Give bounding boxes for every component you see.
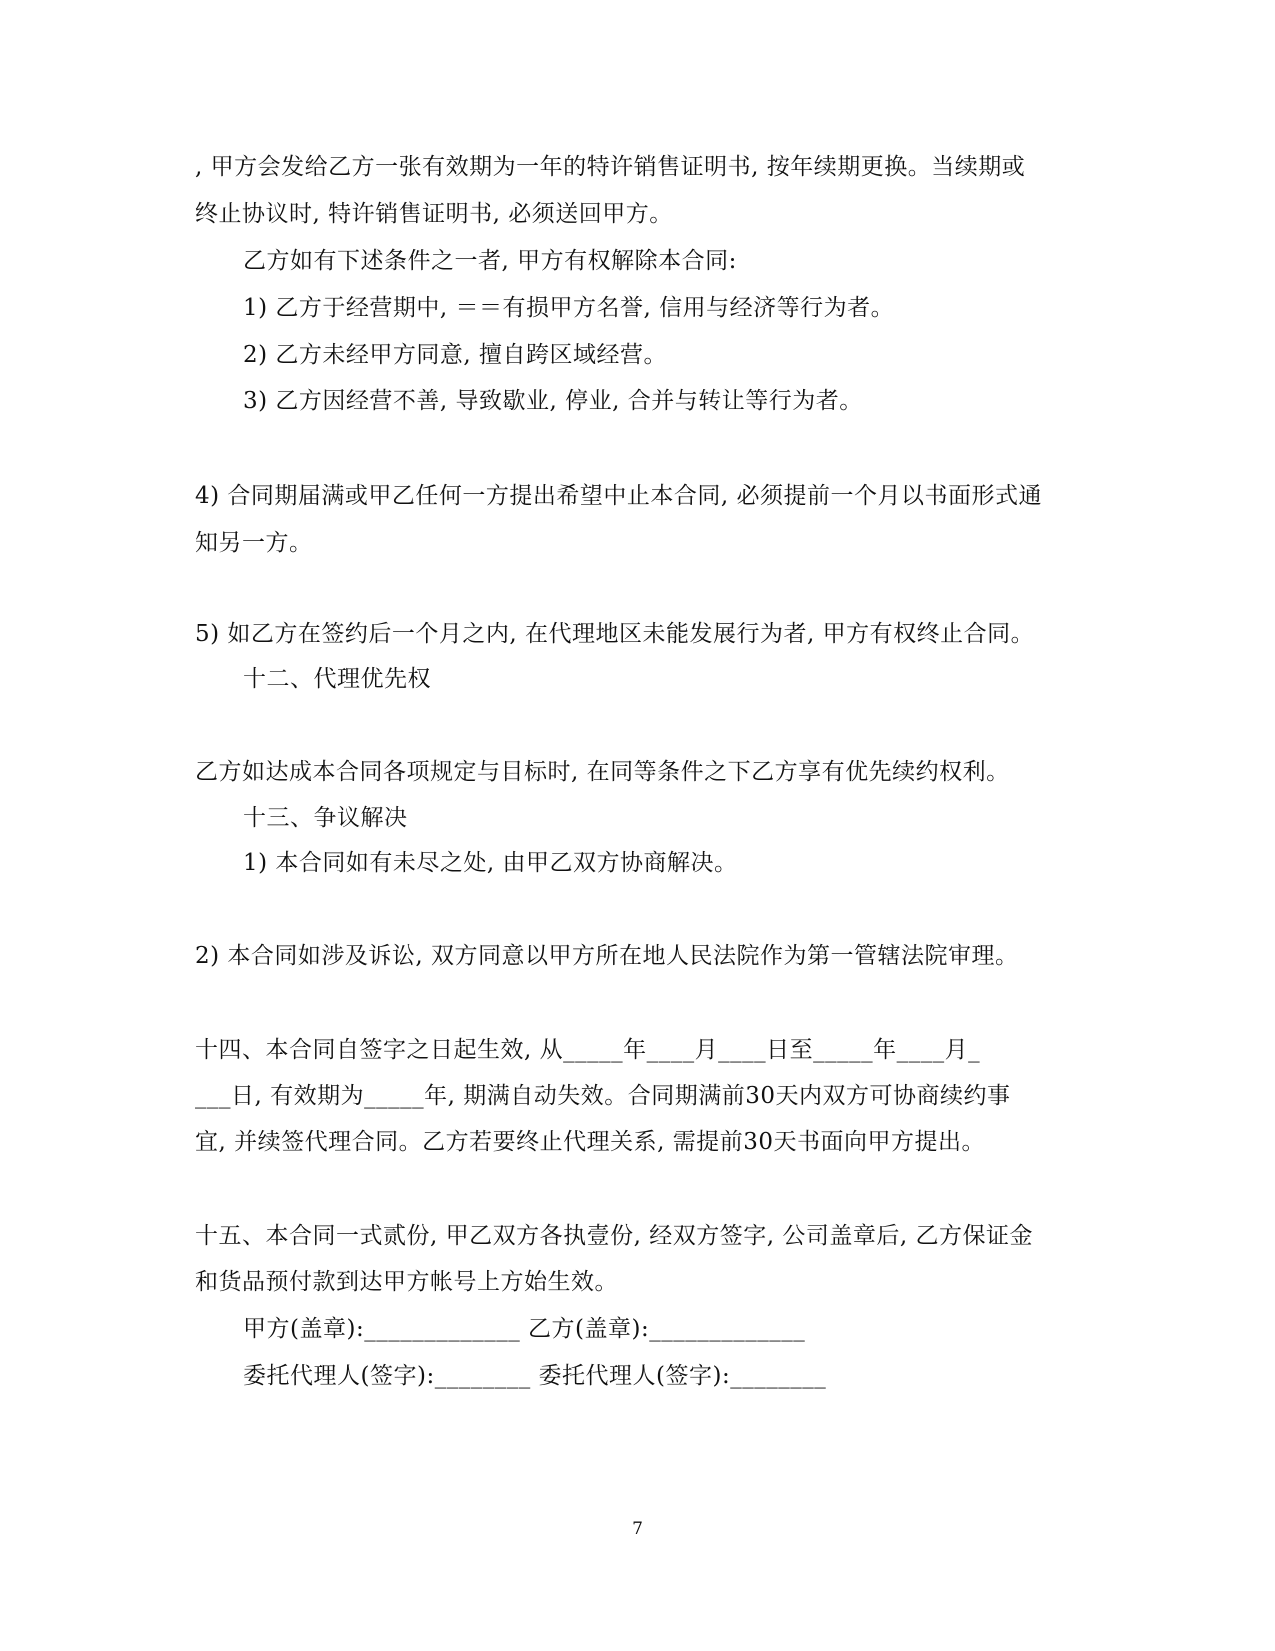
text-line-4: 1) 乙方于经营期中, ＝＝有损甲方名誉, 信用与经济等行为者。	[243, 295, 895, 321]
signature-line-agent: 委托代理人(签字):________ 委托代理人(签字):________	[243, 1363, 827, 1389]
text-line-6: 3) 乙方因经营不善, 导致歇业, 停业, 合并与转让等行为者。	[243, 388, 863, 414]
text-line-14: 2) 本合同如涉及诉讼, 双方同意以甲方所在地人民法院作为第一管辖法院审理。	[195, 943, 1019, 969]
text-line-19: 和货品预付款到达甲方帐号上方始生效。	[195, 1269, 618, 1295]
section-heading-12: 十二、代理优先权	[243, 666, 431, 692]
section-heading-13: 十三、争议解决	[243, 805, 408, 831]
text-line-9: 5) 如乙方在签约后一个月之内, 在代理地区未能发展行为者, 甲方有权终止合同。	[195, 621, 1035, 647]
text-line-2: 终止协议时, 特许销售证明书, 必须送回甲方。	[195, 201, 673, 227]
text-line-16: ___日, 有效期为_____年, 期满自动失效。合同期满前30天内双方可协商续约事	[195, 1083, 1011, 1109]
text-line-8: 知另一方。	[195, 530, 313, 556]
text-line-17: 宜, 并续签代理合同。乙方若要终止代理关系, 需提前30天书面向甲方提出。	[195, 1129, 986, 1155]
text-line-7: 4) 合同期届满或甲乙任何一方提出希望中止本合同, 必须提前一个月以书面形式通	[195, 483, 1043, 509]
text-line-5: 2) 乙方未经甲方同意, 擅自跨区域经营。	[243, 342, 668, 368]
text-line-11: 乙方如达成本合同各项规定与目标时, 在同等条件之下乙方享有优先续约权利。	[195, 759, 1010, 785]
text-line-13: 1) 本合同如有未尽之处, 由甲乙双方协商解决。	[243, 850, 738, 876]
text-line-18: 十五、本合同一式贰份, 甲乙双方各执壹份, 经双方签字, 公司盖章后, 乙方保证金	[195, 1223, 1033, 1249]
page-number: 7	[632, 1519, 643, 1539]
signature-line-seal: 甲方(盖章):_____________ 乙方(盖章):_____________	[243, 1316, 806, 1342]
text-line-1: , 甲方会发给乙方一张有效期为一年的特许销售证明书, 按年续期更换。当续期或	[195, 154, 1026, 180]
text-line-15: 十四、本合同自签字之日起生效, 从_____年____月____日至_____年____月_	[195, 1037, 981, 1063]
text-line-3: 乙方如有下述条件之一者, 甲方有权解除本合同:	[243, 248, 737, 274]
